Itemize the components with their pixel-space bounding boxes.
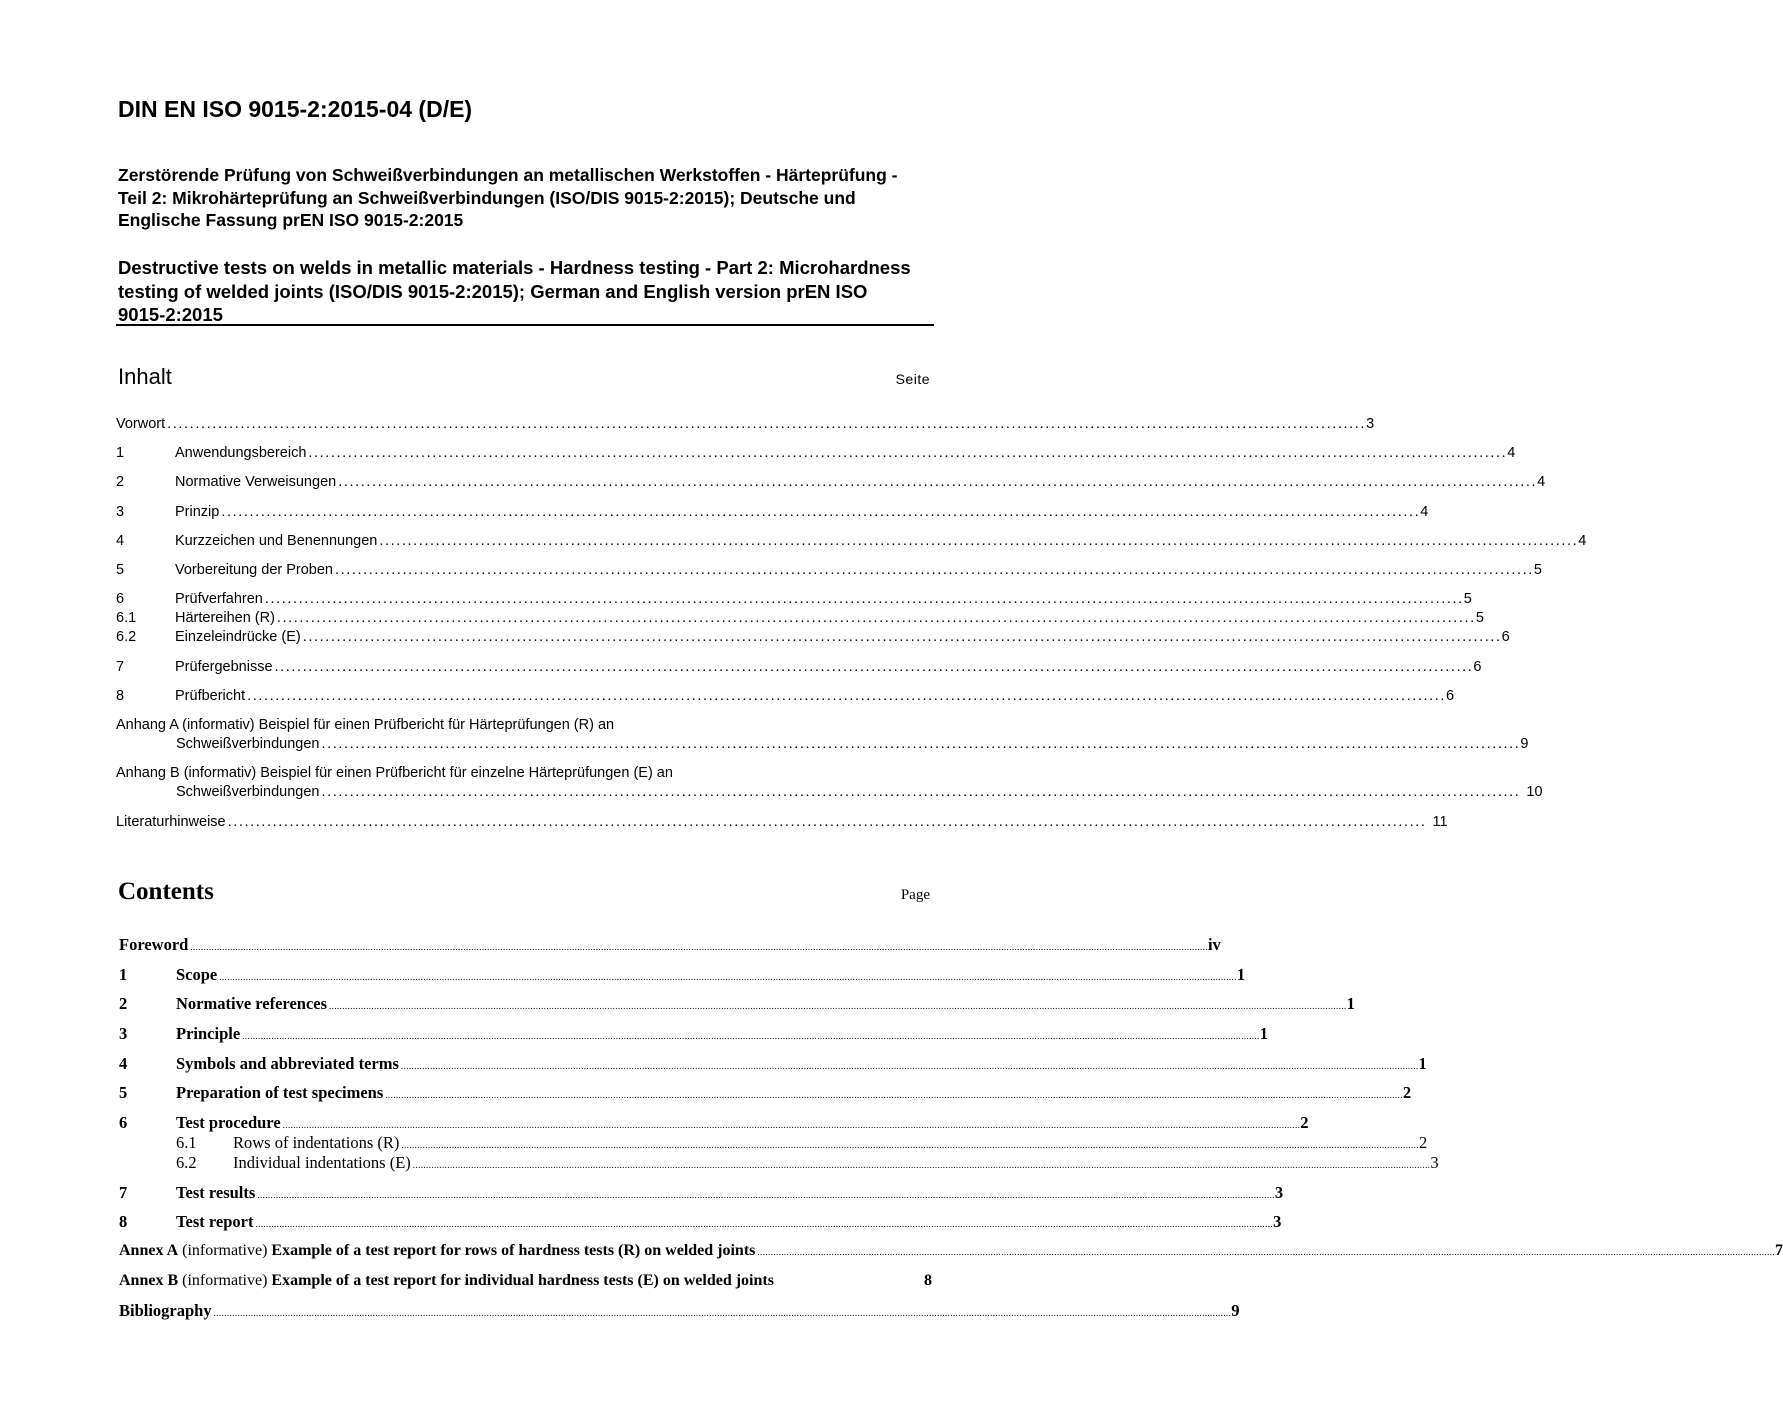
toc-entry-page: 3 [1430, 1153, 1439, 1172]
toc-en-entry-6-2[interactable]: 6.2 Individual indentations (E) ................................................................................................................................................................................................................................................................................................................................................................................................ 3 [176, 1153, 1439, 1172]
toc-entry-page: 4 [1537, 474, 1546, 490]
toc-entry-annex-prefix: Annex B [119, 1272, 179, 1289]
toc-entry-label: Rows of indentations (R) [233, 1133, 400, 1152]
toc-entry-label: Prüfverfahren [175, 591, 263, 607]
toc-entry-number: 7 [116, 659, 125, 675]
toc-entry-number: 6.1 [176, 1133, 197, 1152]
toc-entry-label: Vorwort [116, 416, 166, 432]
toc-en-entry-1[interactable]: 1 Scope ................................................................................................................................................................................................................................................................................................................................................................................................ 1 [119, 965, 1246, 984]
toc-entry-page: 4 [1507, 445, 1516, 461]
toc-de-entry-literatur[interactable]: Literaturhinweise ..................................................................................................................................................................................................................... 11 [116, 814, 1448, 830]
toc-entry-label: Prinzip [175, 504, 220, 520]
toc-en-entry-foreword[interactable]: Foreword ................................................................................................................................................................................................................................................................................................................................................................................................ iv [119, 935, 1221, 954]
toc-entry-page: 9 [1231, 1301, 1240, 1320]
toc-entry-label: Einzeleindrücke (E) [175, 629, 301, 645]
toc-entry-annex-informative: (informative) [178, 1272, 272, 1289]
toc-entry-label: Foreword [119, 935, 189, 954]
toc-entry-label: Prüfbericht [175, 688, 246, 704]
toc-entry-label: Normative references [176, 994, 328, 1013]
toc-entry-page: 1 [1346, 994, 1355, 1013]
toc-entry-page: 3 [1274, 1183, 1284, 1202]
toc-entry-number: 4 [116, 533, 125, 549]
toc-de-annex-a-line1[interactable]: Anhang A (informativ) Beispiel für einen Prüfbericht für Härteprüfungen (R) an [116, 717, 615, 733]
toc-english-page-label: Page [900, 887, 930, 903]
toc-entry-page: 3 [1273, 1212, 1282, 1231]
toc-entry-page: iv [1207, 935, 1221, 954]
toc-entry-page: 1 [1236, 965, 1246, 984]
toc-entry-label: Test procedure [176, 1113, 281, 1132]
toc-de-entry-annex-a[interactable]: Schweißverbindungen ..................................................................................................................................................................................................................... 9 [176, 736, 1529, 752]
toc-entry-label: Bibliography [119, 1301, 212, 1320]
toc-entry-label: Prüfergebnisse [175, 659, 273, 675]
document-title-german: Zerstörende Prüfung von Schweißverbindungen an metallischen Werkstoffen - Härteprüfung - Teil 2: Mikrohärteprüfung an Schweißverbindungen (ISO/DIS 9015-2:2015); Deutsche und Englische Fassung prEN ISO 9015-2:2015 [118, 165, 898, 230]
toc-entry-label: Scope [176, 965, 218, 984]
toc-entry-label: Literaturhinweise [116, 814, 226, 830]
toc-entry-number: 8 [119, 1212, 128, 1231]
toc-de-entry-6-1[interactable]: 6.1 Härtereihen (R) ..................................................................................................................................................................................................................... 5 [116, 610, 1484, 626]
toc-de-entry-3[interactable]: 3 Prinzip ..................................................................................................................................................................................................................... 4 [116, 504, 1429, 520]
toc-de-entry-7[interactable]: 7 Prüfergebnisse ..................................................................................................................................................................................................................... 6 [116, 659, 1482, 675]
toc-german-heading-row [118, 364, 930, 390]
toc-entry-label: Kurzzeichen und Benennungen [175, 533, 378, 549]
toc-de-entry-1[interactable]: 1 Anwendungsbereich ..................................................................................................................................................................................................................... 4 [116, 445, 1516, 461]
toc-entry-page: 11 [1432, 814, 1448, 830]
toc-en-entry-7[interactable]: 7 Test results ................................................................................................................................................................................................................................................................................................................................................................................................ 3 [119, 1183, 1284, 1202]
toc-entry-page: 6 [1473, 659, 1482, 675]
toc-en-entry-8[interactable]: 8 Test report ................................................................................................................................................................................................................................................................................................................................................................................................ 3 [119, 1212, 1282, 1231]
toc-entry-label: Test report [176, 1212, 254, 1231]
toc-entry-page: 5 [1533, 562, 1542, 578]
toc-entry-number: 2 [119, 994, 128, 1013]
toc-de-entry-5[interactable]: 5 Vorbereitung der Proben ..................................................................................................................................................................................................................... 5 [116, 562, 1542, 578]
toc-entry-label: Principle [176, 1024, 241, 1043]
toc-de-entry-8[interactable]: 8 Prüfbericht ..................................................................................................................................................................................................................... 6 [116, 688, 1455, 704]
toc-entry-page: 3 [1366, 416, 1375, 432]
toc-en-entry-bibliography[interactable]: Bibliography ................................................................................................................................................................................................................................................................................................................................................................................................ 9 [119, 1301, 1240, 1320]
toc-entry-number: 4 [119, 1054, 128, 1073]
toc-de-annex-b-line1[interactable]: Anhang B (informativ) Beispiel für einen Prüfbericht für einzelne Härteprüfungen (E) an [116, 765, 673, 781]
toc-entry-page: 1 [1259, 1024, 1269, 1043]
toc-entry-number: 6.2 [116, 629, 137, 645]
toc-entry-label: Schweißverbindungen [176, 736, 320, 752]
toc-entry-label: Schweißverbindungen [176, 784, 320, 800]
toc-entry-page: 4 [1578, 533, 1587, 549]
toc-entry-label: Vorbereitung der Proben [175, 562, 333, 578]
toc-entry-page: 2 [1300, 1113, 1309, 1132]
toc-de-entry-vorwort[interactable]: Vorwort ..................................................................................................................................................................................................................... 3 [116, 416, 1375, 432]
toc-entry-number: 3 [119, 1024, 128, 1043]
toc-en-entry-6[interactable]: 6 Test procedure ................................................................................................................................................................................................................................................................................................................................................................................................ 2 [119, 1113, 1309, 1132]
toc-entry-number: 5 [119, 1083, 128, 1102]
title-divider [116, 324, 934, 326]
toc-entry-page: 6 [1501, 629, 1510, 645]
toc-entry-label: Symbols and abbreviated terms [176, 1054, 399, 1073]
document-title: DIN EN ISO 9015-2:2015-04 (D/E) [118, 96, 473, 122]
toc-de-entry-annex-b[interactable]: Schweißverbindungen ..................................................................................................................................................................................................................... 10 [176, 784, 1543, 800]
toc-en-entry-4[interactable]: 4 Symbols and abbreviated terms ................................................................................................................................................................................................................................................................................................................................................................................................ 1 [119, 1054, 1427, 1073]
toc-en-entry-2[interactable]: 2 Normative references ................................................................................................................................................................................................................................................................................................................................................................................................ 1 [119, 994, 1355, 1013]
toc-en-entry-annex-b[interactable] [119, 1272, 932, 1290]
toc-entry-number: 8 [116, 688, 125, 704]
toc-entry-number: 1 [116, 445, 125, 461]
toc-english-heading: Contents [118, 878, 214, 905]
toc-entry-label: Individual indentations (E) [233, 1153, 411, 1172]
toc-entry-page: 10 [1526, 784, 1543, 800]
toc-entry-number: 1 [119, 965, 128, 984]
toc-entry-label: Preparation of test specimens [176, 1083, 384, 1102]
toc-entry-label: Example of a test report for rows of hardness tests (R) on welded joints [271, 1242, 756, 1259]
toc-entry-label: Härtereihen (R) [175, 610, 275, 626]
toc-de-entry-4[interactable]: 4 Kurzzeichen und Benennungen ..................................................................................................................................................................................................................... 4 [116, 533, 1587, 549]
toc-entry-annex-prefix: Annex A [119, 1242, 179, 1259]
toc-de-entry-6[interactable]: 6 Prüfverfahren ..................................................................................................................................................................................................................... 5 [116, 591, 1472, 607]
toc-entry-page: 1 [1418, 1054, 1427, 1073]
toc-entry-label: Normative Verweisungen [175, 474, 337, 490]
toc-english-heading-row [118, 878, 930, 906]
toc-entry-page: 2 [1402, 1083, 1412, 1102]
toc-de-entry-6-2[interactable]: 6.2 Einzeleindrücke (E) ..................................................................................................................................................................................................................... 6 [116, 629, 1510, 645]
toc-entry-page: 5 [1463, 591, 1472, 607]
toc-entry-page: 6 [1446, 688, 1455, 704]
toc-entry-label: Anwendungsbereich [175, 445, 307, 461]
toc-entry-number: 3 [116, 504, 125, 520]
toc-entry-number: 2 [116, 474, 125, 490]
toc-entry-label: Test results [176, 1183, 256, 1202]
toc-german-page-label: Seite [895, 371, 930, 387]
toc-de-entry-2[interactable]: 2 Normative Verweisungen ..................................................................................................................................................................................................................... 4 [116, 474, 1546, 490]
toc-entry-number: 5 [116, 562, 125, 578]
toc-entry-number: 6 [119, 1113, 128, 1132]
toc-entry-page: 8 [924, 1272, 932, 1289]
toc-entry-page: 5 [1475, 610, 1484, 626]
toc-en-entry-5[interactable]: 5 Preparation of test specimens ................................................................................................................................................................................................................................................................................................................................................................................................ 2 [119, 1083, 1412, 1102]
toc-entry-number: 6.2 [176, 1153, 197, 1172]
toc-entry-number: 6.1 [116, 610, 137, 626]
toc-entry-page: 2 [1418, 1133, 1428, 1152]
toc-en-entry-annex-a[interactable]: Annex A (informative) Example of a test report for rows of hardness tests (R) on welded joints ................................................................................................................................................................................................................................................................................................................................................................................................ 7 [119, 1242, 1783, 1259]
toc-german-heading: Inhalt [118, 364, 172, 389]
toc-entry-page: 9 [1520, 736, 1529, 752]
toc-entry-number: 7 [119, 1183, 128, 1202]
toc-en-entry-3[interactable]: 3 Principle ................................................................................................................................................................................................................................................................................................................................................................................................ 1 [119, 1024, 1269, 1043]
toc-entry-number: 6 [116, 591, 125, 607]
toc-entry-label: Example of a test report for individual hardness tests (E) on welded joints [271, 1272, 774, 1289]
toc-entry-annex-informative: (informative) [178, 1242, 272, 1259]
toc-entry-page: 4 [1420, 504, 1429, 520]
toc-en-entry-6-1[interactable]: 6.1 Rows of indentations (R) ................................................................................................................................................................................................................................................................................................................................................................................................ 2 [176, 1133, 1428, 1152]
toc-entry-page: 7 [1775, 1242, 1783, 1259]
document-title-english: Destructive tests on welds in metallic materials - Hardness testing - Part 2: Microhardness testing of welded joints (ISO/DIS 9015-2:2015); German and English version prEN ISO 9015-2:2015 [118, 257, 911, 325]
